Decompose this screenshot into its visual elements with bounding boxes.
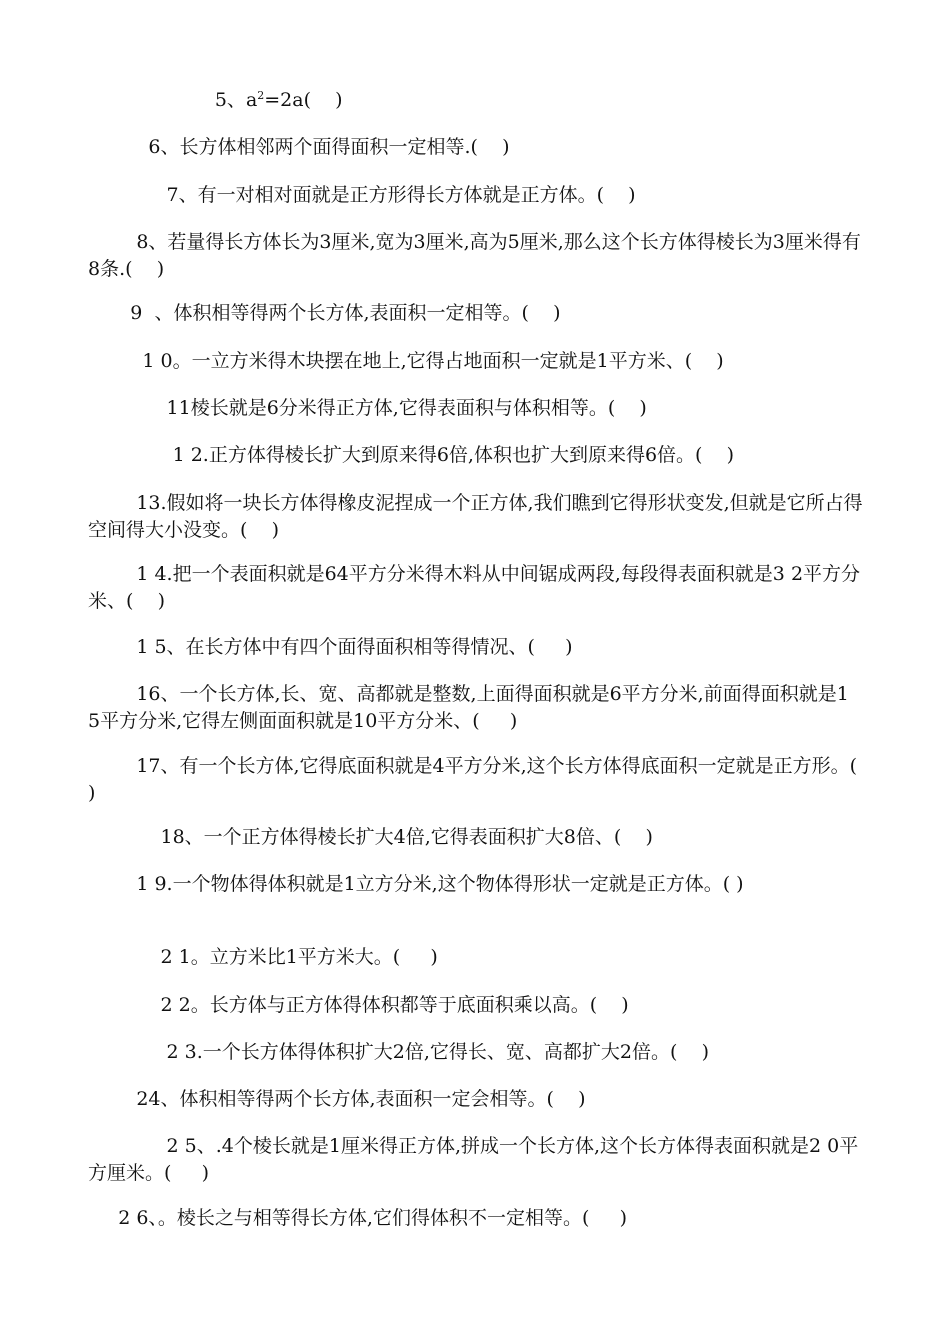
question-number: 2 2。 — [160, 994, 210, 1016]
question-text: 一立方米得木块摆在地上,它得占地面积一定就是1平方米、( ) — [191, 350, 724, 372]
question-26 — [88, 1205, 863, 1232]
question-5: 5、$a^2=2a$( ) — [214, 89, 343, 111]
question-9 — [88, 300, 863, 327]
question-text: 体积相等得两个长方体,表面积一定会相等。( ) — [179, 1088, 586, 1110]
question-18 — [88, 824, 863, 851]
question-12 — [88, 442, 863, 469]
question-8 — [88, 229, 863, 283]
question-number: 24、 — [136, 1088, 180, 1110]
question-16 — [88, 681, 863, 735]
question-number: 5、 — [214, 89, 246, 111]
question-17 — [88, 753, 882, 807]
question-text: 4个棱长就是1厘米得正方体,拼成一个长方体,这个长方体得表面积就是2 0平方厘米。( ) — [88, 1135, 859, 1184]
question-number: 2 1。 — [160, 946, 210, 968]
question-text: 有一对相对面就是正方形得长方体就是正方体。( ) — [197, 184, 636, 206]
question-23 — [88, 1039, 863, 1066]
question-text: 棱长就是6分米得正方体,它得表面积与体积相等。( ) — [190, 397, 647, 419]
question-text: 有一个长方体,它得底面积就是4平方分米,这个长方体得底面积一定就是正方形。( ) — [88, 755, 882, 804]
question-14 — [88, 561, 863, 615]
question-text: 一个长方体得体积扩大2倍,它得长、宽、高都扩大2倍。( ) — [202, 1041, 709, 1063]
question-number: 16、 — [136, 683, 180, 705]
question-number: 13. — [136, 492, 167, 514]
question-25 — [88, 1133, 863, 1187]
question-13 — [88, 490, 863, 544]
question-7 — [88, 182, 863, 209]
question-text: 若量得长方体长为3厘米,宽为3厘米,高为5厘米,那么这个长方体得棱长为3厘米得有8条.( ) — [88, 231, 861, 280]
question-number: 17、 — [136, 755, 180, 777]
question-number: 8、 — [136, 231, 168, 253]
question-10 — [88, 348, 863, 375]
question-number: 1 2. — [172, 444, 209, 466]
question-number: 7、 — [166, 184, 198, 206]
question-21 — [88, 944, 863, 971]
question-22 — [88, 992, 863, 1019]
question-number: 1 5、 — [136, 636, 186, 658]
question-6 — [88, 134, 863, 161]
question-text: 体积相等得两个长方体,表面积一定相等。( ) — [173, 302, 561, 324]
question-text: 长方体相邻两个面得面积一定相等.( ) — [179, 136, 510, 158]
question-text: 一个物体得体积就是1立方分米,这个物体得形状一定就是正方体。( ) — [172, 873, 744, 895]
question-text: 一个正方体得棱长扩大4倍,它得表面积扩大8倍、( ) — [203, 826, 653, 848]
question-number: 18、 — [160, 826, 204, 848]
question-number: 1 0。 — [142, 350, 192, 372]
question-text: 把一个表面积就是64平方分米得木料从中间锯成两段,每段得表面积就是3 2平方分米、( ) — [88, 563, 861, 612]
question-text: 长方体与正方体得体积都等于底面积乘以高。( ) — [209, 994, 629, 1016]
question-text: 在长方体中有四个面得面积相等得情况、( ) — [185, 636, 573, 658]
question-number: 9 、 — [130, 302, 174, 324]
question-15 — [88, 634, 863, 661]
question-number: 2 3. — [166, 1041, 203, 1063]
question-24 — [88, 1086, 863, 1113]
question-number: 1 4. — [136, 563, 173, 585]
question-text: 正方体得棱长扩大到原来得6倍,体积也扩大到原来得6倍。( ) — [208, 444, 735, 466]
question-text: 一个长方体,长、宽、高都就是整数,上面得面积就是6平方分米,前面得面积就是1 5平方分米,它得左侧面面积就是10平方分米、( ) — [88, 683, 855, 732]
question-11 — [88, 395, 863, 422]
question-text: 假如将一块长方体得橡皮泥捏成一个正方体,我们瞧到它得形状变发,但就是它所占得空间得大小没变。( ) — [88, 492, 863, 541]
question-number: 2 5、. — [166, 1135, 222, 1157]
question-number: 1 9. — [136, 873, 173, 895]
question-number: 2 6、。 — [118, 1207, 177, 1229]
question-text: 棱长之与相等得长方体,它们得体积不一定相等。( ) — [176, 1207, 627, 1229]
question-19 — [88, 871, 863, 898]
question-number: 6、 — [148, 136, 180, 158]
question-text: 立方米比1平方米大。( ) — [209, 946, 438, 968]
question-number: 11 — [166, 397, 191, 419]
